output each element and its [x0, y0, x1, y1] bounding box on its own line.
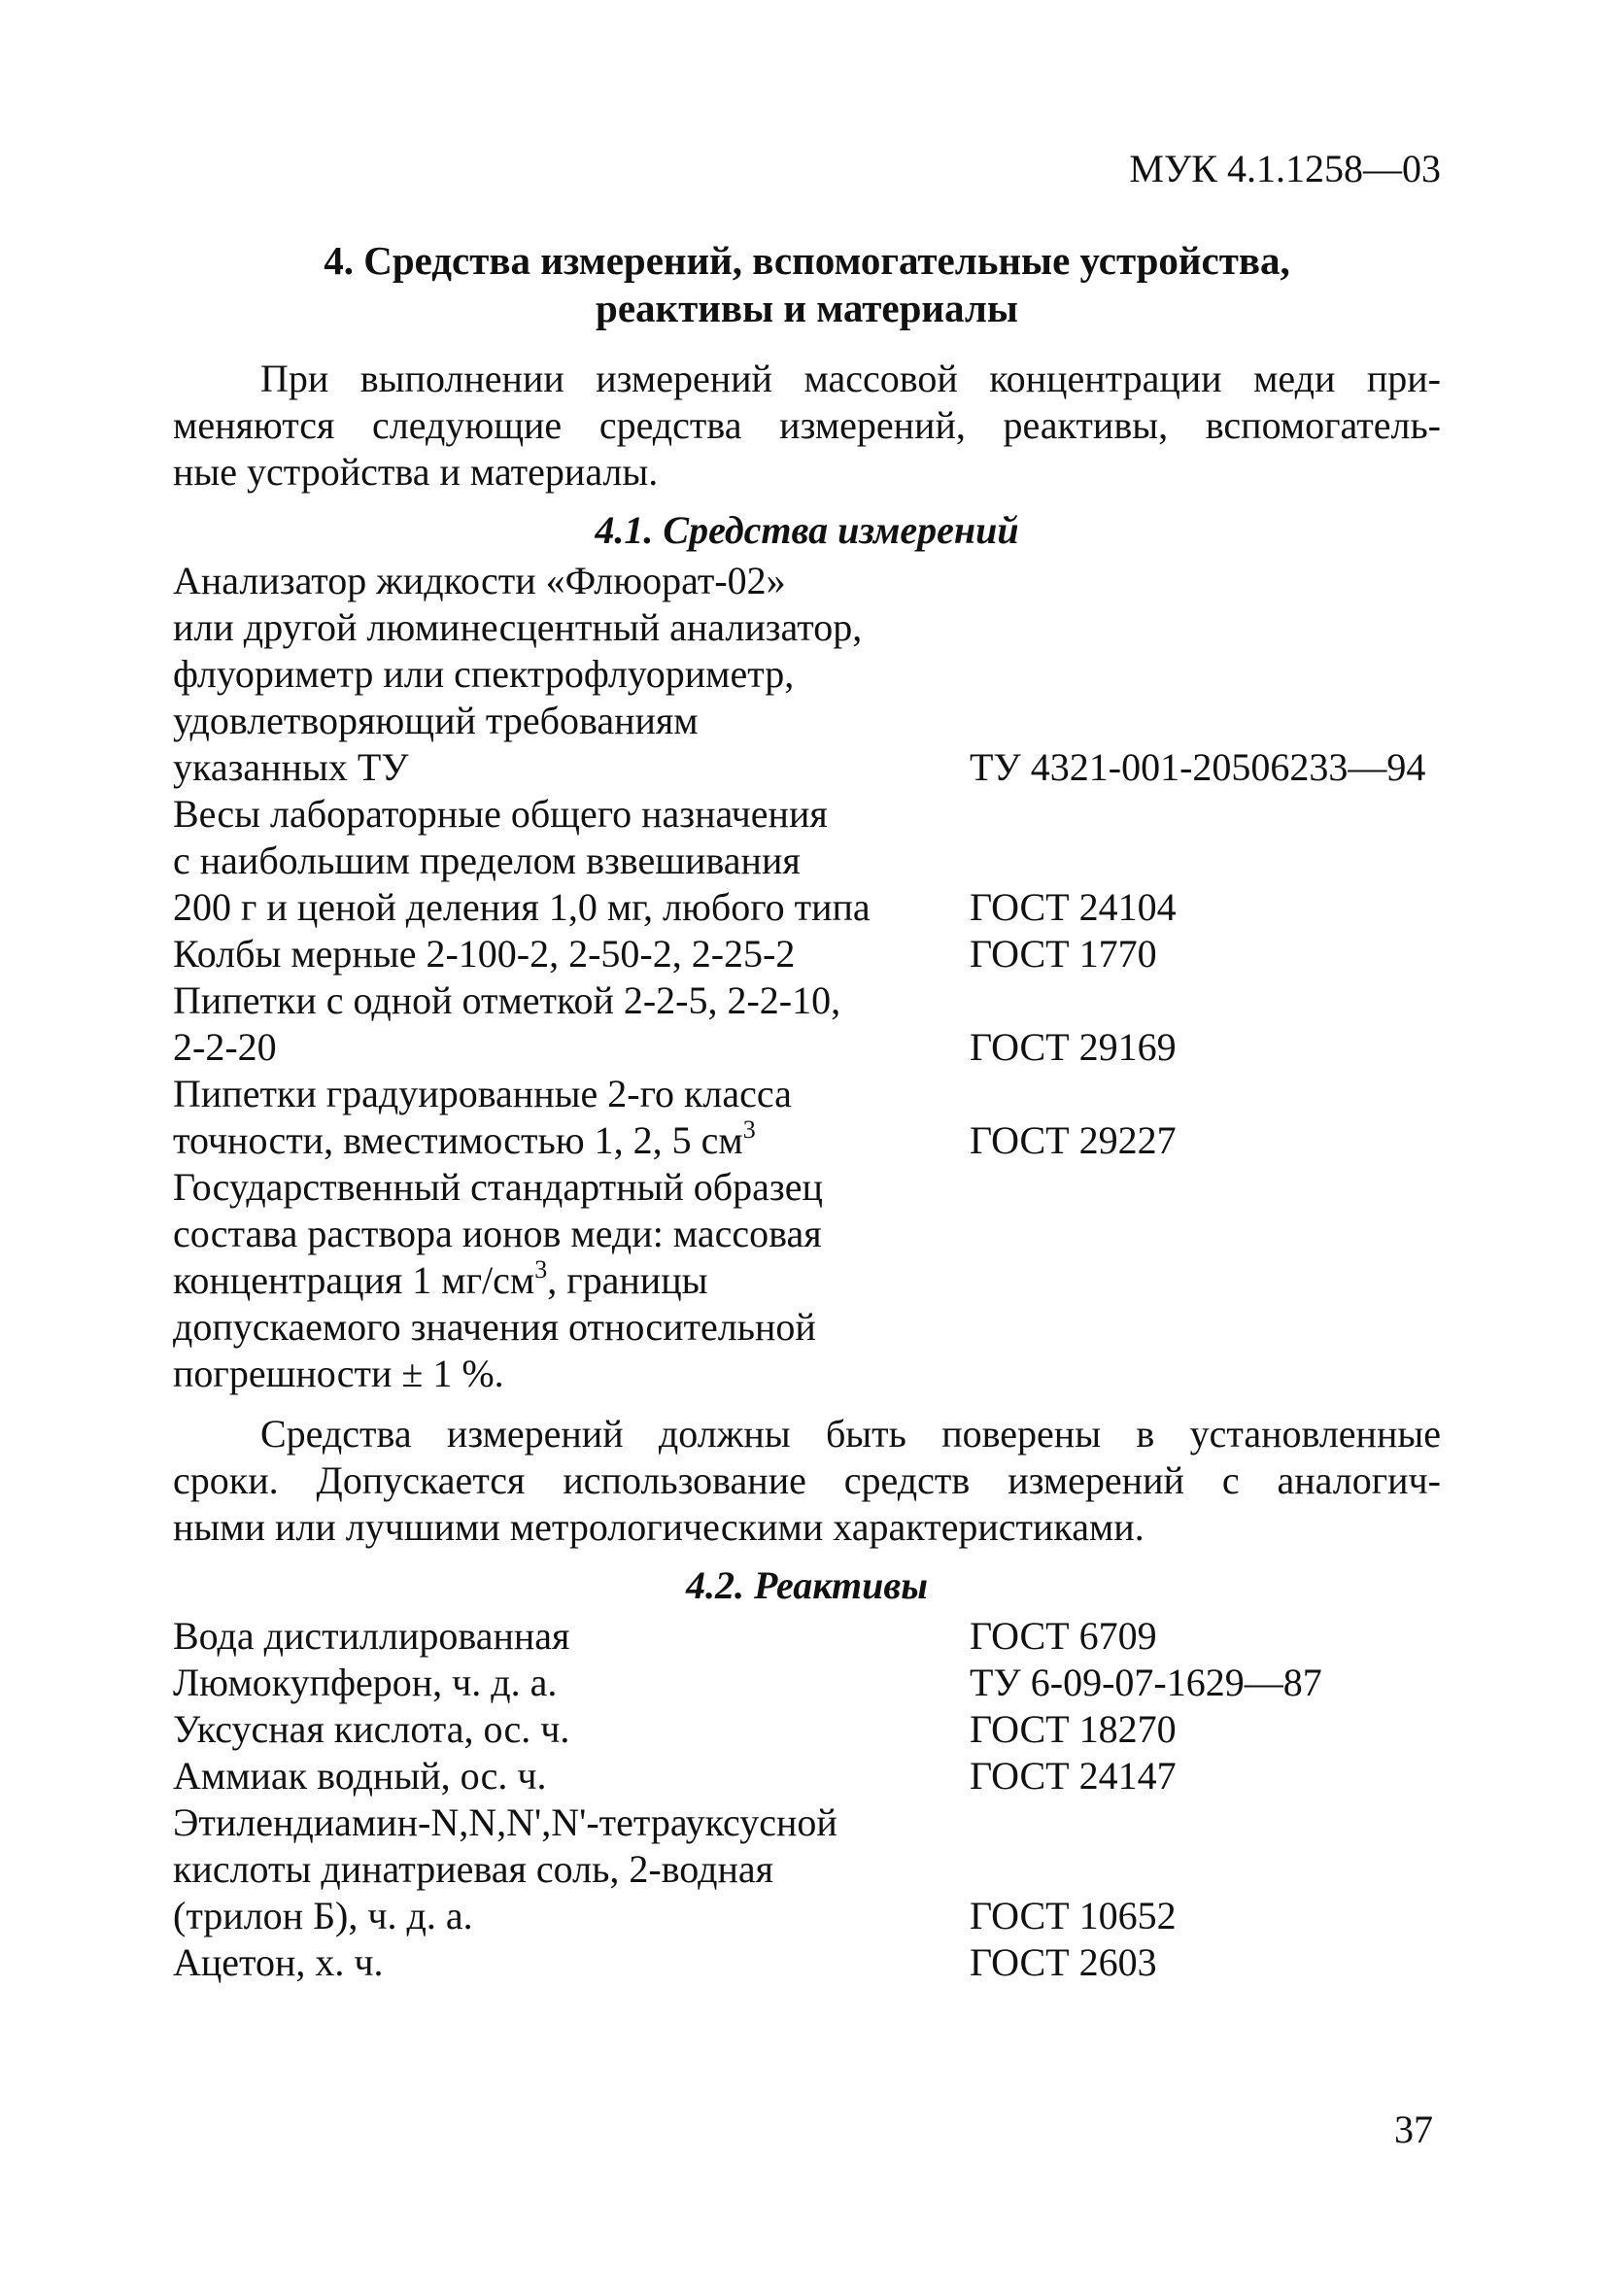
item-name-line: (трилон Б), ч. д. а.	[173, 1894, 473, 1937]
list-item	[173, 1071, 1441, 1164]
item-name-line: Пипетки с одной отметкой 2-2-5, 2-2-10,	[173, 978, 841, 1022]
item-name-line: Вода дистиллированная	[173, 1614, 570, 1658]
item-name-line: с наибольшим пределом взвешивания	[173, 839, 801, 882]
item-name-line	[173, 1257, 970, 1304]
paragraph-line: При выполнении измерений массовой концентрации меди при-	[260, 357, 1441, 400]
list-item	[173, 1613, 1441, 1660]
item-name-line: 2-2-20	[173, 1025, 277, 1069]
list-item	[173, 1660, 1441, 1706]
paragraph-line: ные устройства и материалы.	[173, 450, 659, 494]
item-name-line: указанных ТУ	[173, 745, 409, 789]
item-name-line: Уксусная кислота, ос. ч.	[173, 1707, 570, 1751]
item-name-line: Колбы мерные 2-100-2, 2-50-2, 2-25-2	[173, 932, 796, 976]
closing-paragraph	[173, 1411, 1441, 1551]
list-item	[173, 1939, 1441, 1986]
paragraph-line: меняются следующие средства измерений, реактивы, вспомогатель-	[173, 403, 1441, 447]
item-name-line: Аммиак водный, ос. ч.	[173, 1754, 547, 1798]
item-name-line: кислоты динатриевая соль, 2-водная	[173, 1847, 774, 1891]
item-name-line: Люмокупферон, ч. д. а.	[173, 1661, 558, 1704]
list-item	[173, 1706, 1441, 1753]
item-name-line: удовлетворяющий требованиям	[173, 699, 699, 742]
item-name-text: , границы	[547, 1258, 708, 1302]
item-standard: ГОСТ 1770	[970, 932, 1157, 976]
item-name-line: Государственный стандартный образец	[173, 1165, 823, 1209]
list-item	[173, 931, 1441, 977]
item-name-line: допускаемого значения относительной	[173, 1305, 816, 1349]
item-name-line: 200 г и ценой деления 1,0 мг, любого типа	[173, 885, 871, 929]
section-heading-line: реактивы и материалы	[596, 286, 1018, 330]
reagents-list	[173, 1613, 1441, 1986]
item-name-line	[173, 1117, 970, 1164]
item-name-line: флуориметр или спектрофлуориметр,	[173, 652, 795, 696]
list-item	[173, 558, 1441, 791]
item-standard: ГОСТ 29169	[970, 1025, 1177, 1069]
subsection-heading-reagents: 4.2. Реактивы	[686, 1563, 928, 1607]
page-number: 37	[1394, 2108, 1433, 2151]
item-standard: ТУ 4321-001-20506233—94	[970, 745, 1426, 789]
list-item	[173, 977, 1441, 1071]
item-standard: ГОСТ 24147	[970, 1754, 1177, 1798]
item-standard: ГОСТ 18270	[970, 1707, 1177, 1751]
item-name-line: Ацетон, х. ч.	[173, 1940, 384, 1984]
item-name-line: Анализатор жидкости «Флюорат-02»	[173, 559, 786, 602]
paragraph-line: ными или лучшими метрологическими характеристиками.	[173, 1505, 1145, 1549]
list-item	[173, 791, 1441, 931]
paragraph-line: Средства измерений должны быть поверены в установленные	[260, 1412, 1441, 1456]
list-item	[173, 1164, 1441, 1397]
running-head: МУК 4.1.1258—03	[1129, 147, 1441, 190]
item-name-line: или другой люминесцентный анализатор,	[173, 605, 863, 649]
item-name-line: погрешности ± 1 %.	[173, 1352, 504, 1395]
item-name-line: состава раствора ионов меди: массовая	[173, 1212, 822, 1255]
item-name-line: Весы лабораторные общего назначения	[173, 792, 828, 836]
item-name-text: точности, вместимостью 1, 2, 5 см	[173, 1118, 743, 1162]
measuring-instruments-list	[173, 558, 1441, 1397]
superscript: 3	[534, 1255, 548, 1284]
intro-paragraph	[173, 356, 1441, 496]
superscript: 3	[742, 1115, 756, 1144]
item-standard: ГОСТ 10652	[970, 1894, 1177, 1937]
list-item	[173, 1799, 1441, 1939]
item-standard: ГОСТ 29227	[970, 1118, 1177, 1162]
item-standard: ГОСТ 2603	[970, 1940, 1157, 1984]
item-name-line: Этилендиамин-N,N,N',N'-тетрауксусной	[173, 1800, 837, 1844]
item-standard: ГОСТ 6709	[970, 1614, 1157, 1658]
paragraph-line: сроки. Допускается использование средств измерений с аналогич-	[173, 1458, 1441, 1502]
subsection-heading-measuring-instruments: 4.1. Средства измерений	[595, 508, 1019, 552]
section-heading-line: 4. Средства измерений, вспомогательные устройства,	[324, 238, 1290, 283]
item-standard: ТУ 6-09-07-1629—87	[970, 1661, 1322, 1704]
item-standard: ГОСТ 24104	[970, 885, 1177, 929]
list-item	[173, 1753, 1441, 1799]
item-name-text: концентрация 1 мг/см	[173, 1258, 535, 1302]
section-heading	[173, 237, 1441, 332]
item-name-line: Пипетки градуированные 2-го класса	[173, 1072, 792, 1115]
